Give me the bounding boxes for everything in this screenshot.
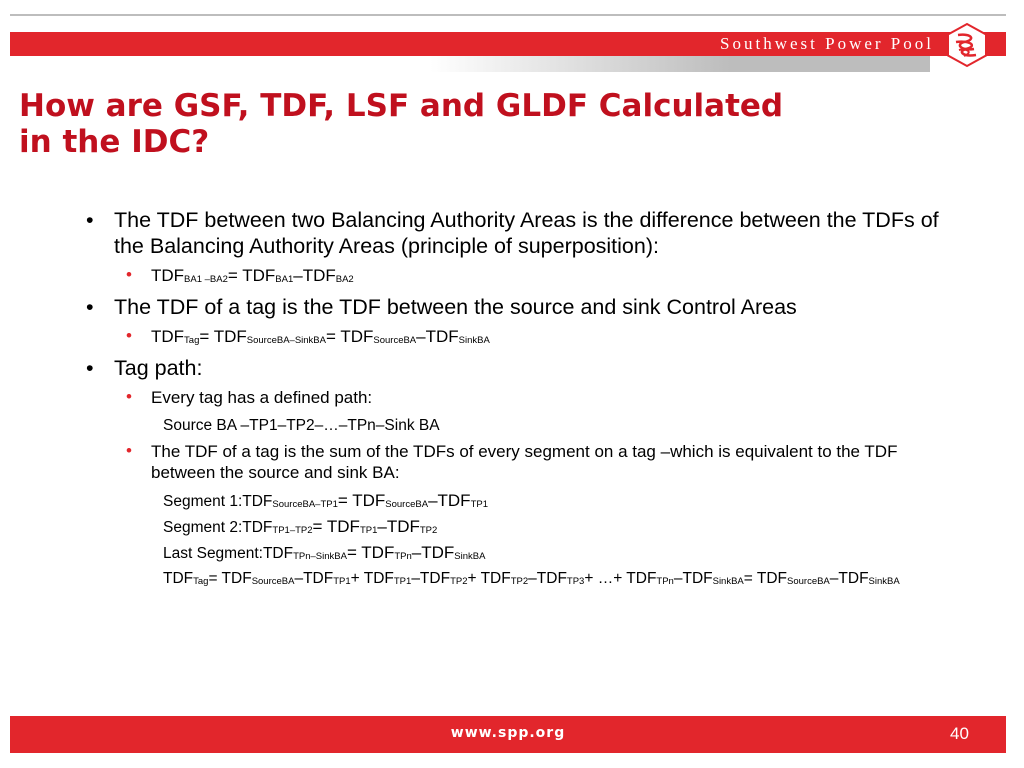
sub-bullet-item bbox=[86, 441, 966, 483]
formula-subscript: SinkBA bbox=[868, 576, 900, 587]
slide-body bbox=[86, 207, 966, 594]
brand-name: Southwest Power Pool bbox=[720, 34, 934, 53]
total-formula bbox=[86, 569, 966, 588]
formula-subscript: SourceBA bbox=[787, 576, 830, 587]
bullet-item bbox=[86, 207, 966, 259]
formula-text: –TDF bbox=[829, 570, 869, 587]
formula-subscript: TP2 bbox=[510, 576, 529, 587]
formula-subscript: TP1–TP2 bbox=[272, 525, 313, 536]
formula-subscript: TP3 bbox=[566, 576, 585, 587]
formula-text: = TDF bbox=[312, 517, 360, 536]
formula-subscript: TP2 bbox=[419, 525, 438, 536]
formula-text: –TDF bbox=[428, 491, 471, 510]
formula-subscript: BA1 –BA2 bbox=[184, 274, 228, 285]
formula-text: + TDF bbox=[350, 570, 394, 587]
formula-text: –TDF bbox=[673, 570, 713, 587]
page-title bbox=[19, 88, 919, 160]
formula-subscript: SinkBA bbox=[712, 576, 744, 587]
formula-text: –TDF bbox=[293, 266, 336, 285]
formula-subscript: TPn–SinkBA bbox=[293, 551, 347, 562]
bullet-dot-icon: • bbox=[86, 208, 94, 232]
bullet-item bbox=[86, 355, 966, 381]
title-line-1: How are GSF, TDF, LSF and GLDF Calculated bbox=[19, 88, 784, 124]
formula-text: –TDF bbox=[411, 570, 451, 587]
formula-text: = TDF bbox=[346, 543, 395, 562]
footer-url-link[interactable]: www.spp.org bbox=[450, 725, 566, 741]
sub-bullet-text: Every tag has a defined path: bbox=[151, 388, 373, 407]
formula-subscript: TPn bbox=[656, 576, 674, 587]
formula-text: –TDF bbox=[528, 570, 567, 587]
formula-subscript: SourceBA–TP1 bbox=[272, 499, 338, 510]
formula-text: Segment 2:TDF bbox=[163, 519, 273, 536]
formula-text: –TDF bbox=[377, 517, 420, 536]
formula-text: Segment 1:TDF bbox=[163, 493, 273, 510]
formula-subscript: BA2 bbox=[335, 274, 354, 285]
sub-bullet-text: The TDF of a tag is the sum of the TDFs of every segment on a tag –which is equivalent to the TDF between the source and sink BA: bbox=[151, 442, 898, 482]
sub-bullet-item bbox=[86, 387, 966, 408]
formula-text: = TDF bbox=[325, 327, 374, 346]
path-text: Source BA –TP1–TP2–…–TPn–Sink BA bbox=[163, 417, 440, 434]
formula-text: TDF bbox=[163, 570, 194, 587]
path-line bbox=[86, 416, 966, 435]
formula-text: TDF bbox=[756, 570, 787, 587]
formula-subscript: SourceBA bbox=[373, 335, 417, 346]
bullet-dot-icon: • bbox=[126, 265, 132, 284]
formula-subscript: TP1 bbox=[333, 576, 351, 587]
formula-text: + …+ TDF bbox=[584, 570, 657, 587]
last-segment-formula bbox=[86, 543, 966, 563]
bullet-dot-icon: • bbox=[126, 441, 132, 460]
formula-text: = bbox=[743, 570, 753, 587]
formula-text: = TDF bbox=[227, 266, 276, 285]
formula-subscript: BA1 bbox=[275, 274, 294, 285]
formula-subscript: SourceBA–SinkBA bbox=[246, 335, 326, 346]
bullet-text: The TDF of a tag is the TDF between the source and sink Control Areas bbox=[114, 295, 797, 319]
bullet-item bbox=[86, 294, 966, 320]
formula-subscript: Tag bbox=[193, 576, 209, 587]
formula-subscript: SinkBA bbox=[458, 335, 490, 346]
segment-2-formula bbox=[86, 517, 966, 537]
bullet-dot-icon: • bbox=[126, 387, 132, 406]
header-shadow bbox=[430, 56, 930, 72]
sub-bullet-item bbox=[86, 326, 966, 347]
formula-subscript: TP1 bbox=[393, 576, 412, 587]
sub-bullet-item bbox=[86, 265, 966, 286]
slide-number: 40 bbox=[950, 724, 969, 743]
formula-text: TDF bbox=[151, 327, 185, 346]
formula-text: + TDF bbox=[467, 570, 511, 587]
top-divider bbox=[10, 14, 1006, 16]
formula-subscript: TP1 bbox=[470, 499, 488, 510]
bullet-dot-icon: • bbox=[86, 295, 94, 319]
formula-subscript: TP1 bbox=[359, 525, 378, 536]
formula-text: –TDF bbox=[416, 327, 459, 346]
formula-text: = TDF bbox=[199, 327, 247, 346]
bullet-text: Tag path: bbox=[114, 356, 203, 380]
formula-text: Last Segment:TDF bbox=[163, 545, 294, 562]
formula-text: –TDF bbox=[411, 543, 455, 562]
formula-text: = TDF bbox=[337, 491, 386, 510]
bullet-text: The TDF between two Balancing Authority Areas is the difference between the TDFs of the Balancing Authority Areas (principle of superposition): bbox=[114, 208, 939, 258]
formula-subscript: SinkBA bbox=[454, 551, 486, 562]
formula-text: TDF bbox=[151, 266, 185, 285]
bullet-dot-icon: • bbox=[86, 356, 94, 380]
segment-1-formula bbox=[86, 491, 966, 511]
formula-text: = TDF bbox=[208, 570, 252, 587]
formula-subscript: SourceBA bbox=[385, 499, 429, 510]
bullet-dot-icon: • bbox=[126, 326, 132, 345]
formula-subscript: TPn bbox=[394, 551, 412, 562]
formula-text: –TDF bbox=[294, 570, 334, 587]
title-line-2: in the IDC? bbox=[19, 124, 210, 160]
spp-hexagon-swirl-icon bbox=[944, 22, 990, 68]
formula-subscript: SourceBA bbox=[251, 576, 295, 587]
formula-subscript: TP2 bbox=[450, 576, 468, 587]
formula-subscript: Tag bbox=[184, 335, 200, 346]
